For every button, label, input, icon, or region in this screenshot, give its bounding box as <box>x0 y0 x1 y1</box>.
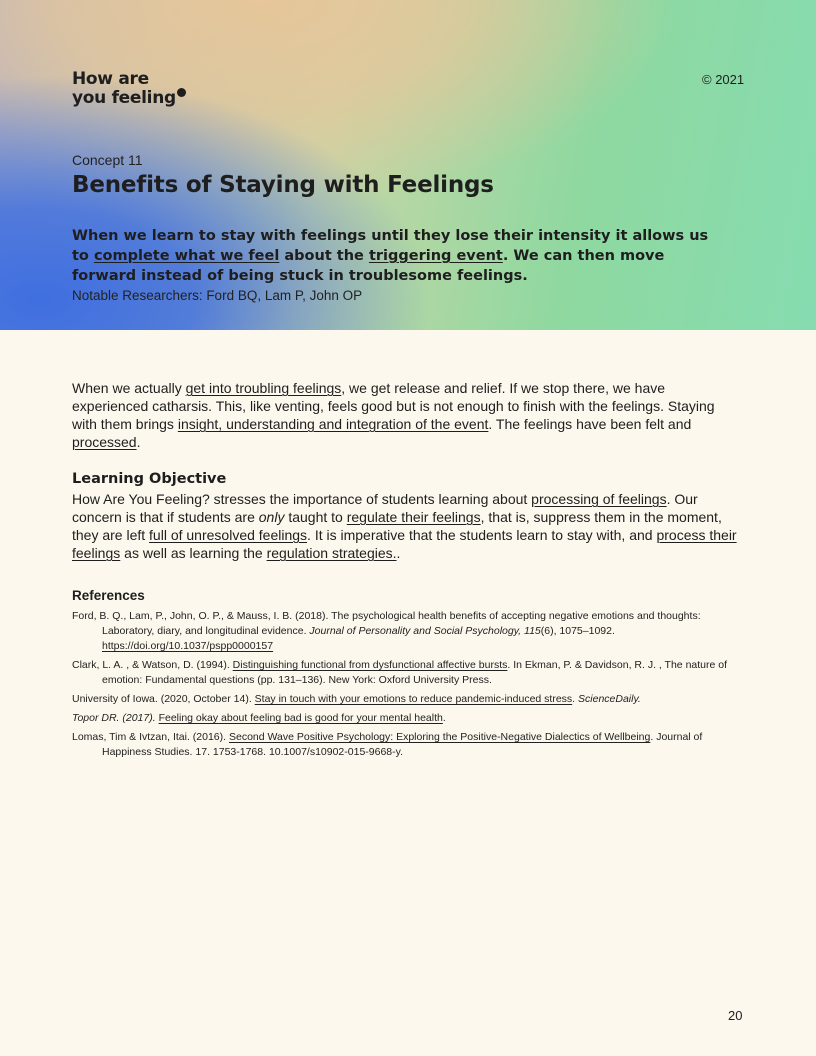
reference-text: . In Ekman, P. & Davidson, R. J. , The nature of emotion: Fundamental questions (pp. 131–136). New York: Oxford University Press. <box>102 659 728 686</box>
paragraph-text: . <box>136 434 141 450</box>
paragraph-text: How Are You Feeling? stresses the importance of students learning about <box>72 491 532 507</box>
link-processing-of-feelings[interactable]: processing of feelings <box>531 491 667 507</box>
link-process-their-feelings[interactable]: process their feelings <box>72 527 737 561</box>
paragraph-text: , we get release and relief. If we stop there, we have experienced catharsis. This, like venting, feels good but is not enough to finish with the feelings. Staying with them brings <box>72 380 715 432</box>
header-banner <box>0 0 816 330</box>
reference-item <box>72 609 738 654</box>
logo-line-1: How are <box>72 69 149 89</box>
paragraph-text: . The feelings have been felt and <box>488 416 692 432</box>
reference-link[interactable]: Feeling okay about feeling bad is good for your mental health <box>158 712 443 724</box>
summary-text: about the <box>279 248 369 264</box>
reference-journal: Journal of Personality and Social Psychology, 115 <box>309 625 541 637</box>
link-regulate-their-feelings[interactable]: regulate their feelings <box>346 509 481 525</box>
reference-link[interactable]: https://doi.org/10.1037/pspp0000157 <box>102 640 274 652</box>
reference-link[interactable]: Distinguishing functional from dysfunctional affective bursts <box>232 659 508 671</box>
reference-text: Lomas, Tim & Ivtzan, Itai. (2016). <box>72 731 229 743</box>
paragraph-text: . Our concern is that if students are <box>72 491 698 525</box>
summary-text: When we learn to stay with feelings until they lose their intensity it allows us to <box>72 228 709 264</box>
notable-researchers: Notable Researchers: Ford BQ, Lam P, John OP <box>72 288 363 303</box>
reference-text: . <box>572 693 579 705</box>
reference-text: Ford, B. Q., Lam, P., John, O. P., & Mauss, I. B. (2018). The psychological health benefits of accepting negative emotions and thoughts: Laboratory, diary, and longitudinal evidence. <box>72 610 701 637</box>
paragraph-text: . It is imperative that the students learn to stay with, and <box>307 527 657 543</box>
link-triggering-event[interactable]: triggering event <box>368 248 503 264</box>
page-title: Benefits of Staying with Feelings <box>72 172 494 198</box>
reference-text: Clark, L. A. , & Watson, D. (1994). <box>72 659 233 671</box>
link-full-of-unresolved-feelings[interactable]: full of unresolved feelings <box>149 527 308 543</box>
reference-text: . <box>442 712 446 724</box>
link-regulation-strategies[interactable]: regulation strategies. <box>266 545 397 561</box>
learning-objective-heading: Learning Objective <box>72 471 227 487</box>
summary-text: . We can then move forward instead of being stuck in troublesome feelings. <box>72 248 665 284</box>
concept-label: Concept 11 <box>72 152 143 168</box>
link-get-into-troubling-feelings[interactable]: get into troubling feelings <box>185 380 342 396</box>
reference-text: (6), 1075–1092. <box>540 625 615 637</box>
summary <box>72 226 712 286</box>
reference-link[interactable]: Stay in touch with your emotions to reduce pandemic-induced stress <box>254 693 573 705</box>
paragraph-text: . <box>396 545 401 561</box>
intro-paragraph <box>72 379 742 451</box>
reference-text: Topor DR. (2017). <box>72 712 159 724</box>
speech-bubble-icon <box>177 88 186 97</box>
reference-text: . Journal of Happiness Studies. 17. 1753-1768. 10.1007/s10902-015-9668-y. <box>102 731 703 758</box>
paragraph-text: taught to <box>284 509 347 525</box>
logo-line-2: you feeling <box>72 88 176 108</box>
reference-item <box>72 711 738 726</box>
paragraph-text: When we actually <box>72 380 186 396</box>
reference-item <box>72 692 738 707</box>
references-list <box>72 609 738 764</box>
paragraph-text: as well as learning the <box>120 545 267 561</box>
copyright: © 2021 <box>702 72 745 87</box>
link-processed[interactable]: processed <box>72 434 137 450</box>
references-heading: References <box>72 588 145 603</box>
reference-text: University of Iowa. (2020, October 14). <box>72 693 255 705</box>
link-complete-what-we-feel[interactable]: complete what we feel <box>93 248 280 264</box>
page-number: 20 <box>728 1008 743 1023</box>
reference-link[interactable]: Second Wave Positive Psychology: Exploring the Positive-Negative Dialectics of Wellbeing <box>228 731 651 743</box>
link-insight-understanding[interactable]: insight, understanding and integration of the event <box>177 416 489 432</box>
reference-journal: ScienceDaily. <box>578 693 641 705</box>
paragraph-text: , that is, suppress them in the moment, they are left <box>72 509 722 543</box>
reference-item <box>72 730 738 760</box>
learning-objective-paragraph <box>72 490 742 562</box>
emphasis-only: only <box>258 509 285 525</box>
reference-item <box>72 658 738 688</box>
logo <box>72 71 186 107</box>
